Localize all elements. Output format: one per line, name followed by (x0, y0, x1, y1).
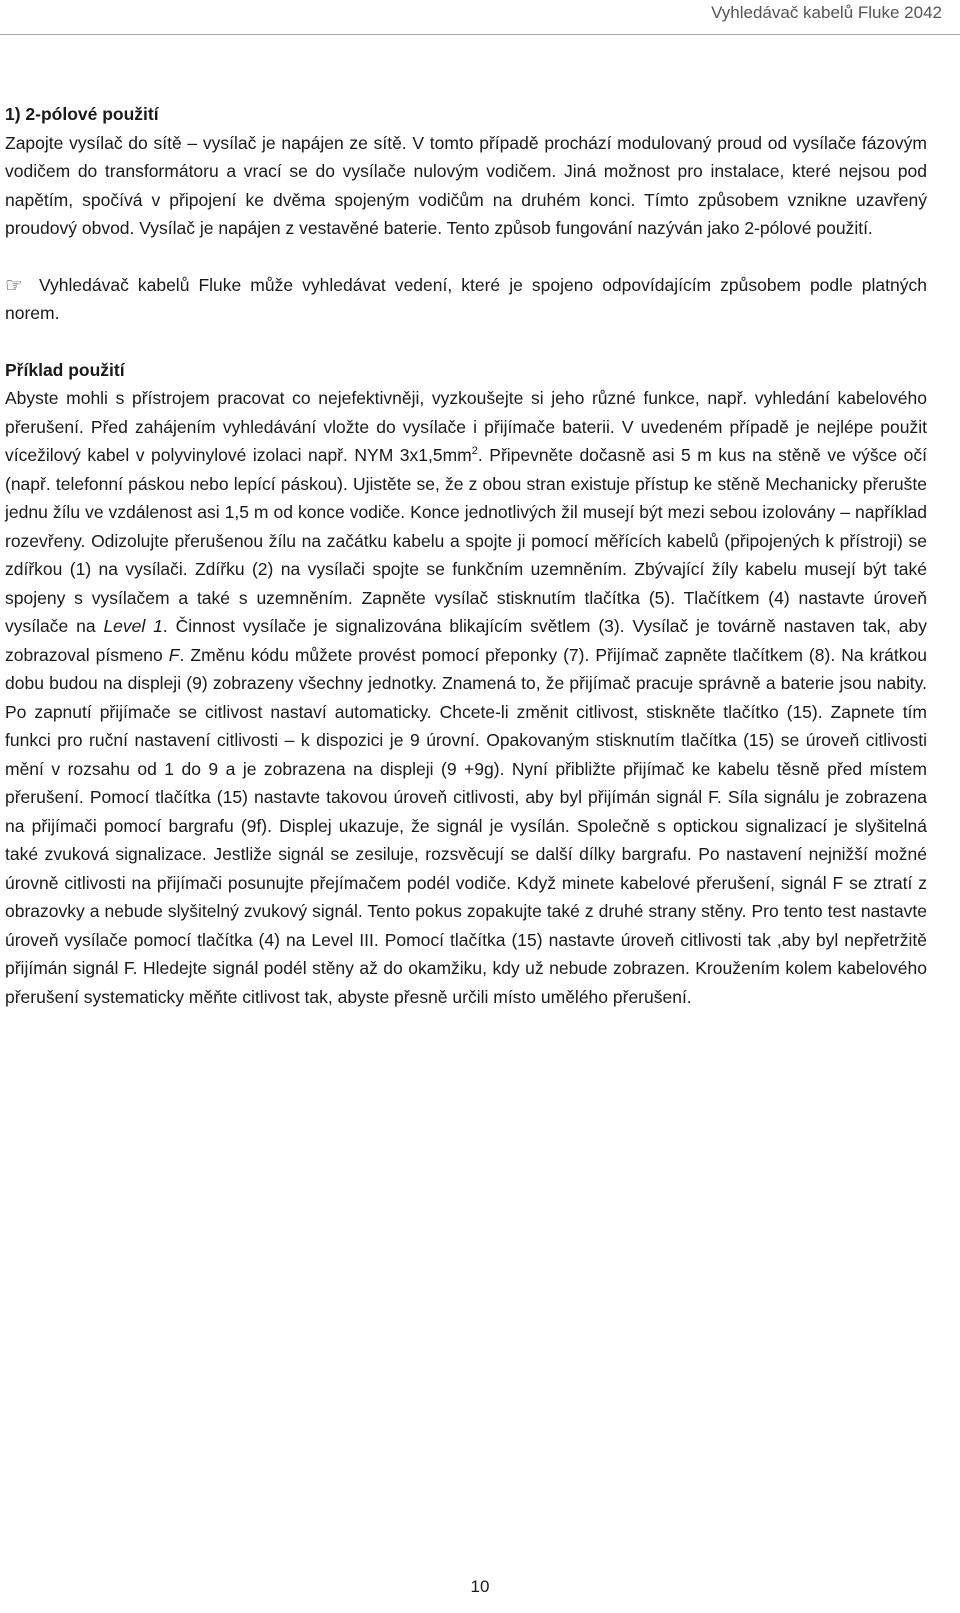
example-text-part1: Abyste mohli s přístrojem pracovat co nejefektivněji, vyzkoušejte si jeho různé funkce, např. vyhledání kabelového přerušení. Před zahájením vyhledávání vložte do vysílače i přijímače baterii. V uvedeném případě je nejlépe použit vícežilový kabel v polyvinylové izolaci např. NYM 3x1,5mm (5, 388, 927, 465)
pointing-hand-icon: ☞ (5, 272, 23, 297)
example-text-part3: . Činnost vysílače je signalizována blikajícím světlem (3). Vysílač je továrně nastaven tak, aby zobrazoval písmeno (5, 616, 928, 665)
spacer (5, 243, 927, 271)
letter-label: F (168, 644, 180, 665)
note-paragraph (5, 271, 927, 328)
example-text-part2: . Připevněte dočasně asi 5 m kus na stěně ve výšce očí (např. telefonní páskou nebo lepící páskou). Ujistěte se, že z obou stran existuje přístup ke stěně Mechanicky přerušte jednu žílu ve vzdálenost asi 1,5 m od konce vodiče. Konce jednotlivých žil musejí být mezi sebou izolovány – například rozevřeny. Odizolujte přerušenou žílu na začátku kabelu a spojte ji pomocí měřících kabelů (připojených k přístroji) se zdířkou (1) na vysílači. Zdířku (2) na vysílači spojte se funkčním uzemněním. Zbývající žíly kabelu musejí být také spojeny s vysílačem a také s uzemněním. Zapněte vysílač stisknutím tlačítka (5). Tlačítkem (4) nastavte úroveň vysílače na (5, 445, 928, 636)
running-header: Vyhledávač kabelů Fluke 2042 (711, 3, 942, 22)
document-body (5, 100, 927, 1011)
superscript-2: 2 (471, 445, 478, 458)
example-text-part4: . Změnu kódu můžete provést pomocí přeponky (7). Přijímač zapněte tlačítkem (8). Na krátkou dobu budou na displeji (9) zobrazeny všechny jednotky. Znamená to, že přijímač pracuje správně a baterie jsou nabity. Po zapnutí přijímače se citlivost nastaví automaticky. Chcete-li změnit citlivost, stiskněte tlačítko (15). Zapnete tím funkci pro ruční nastavení citlivosti – k dispozici je 9 úrovní. Opakovaným stisknutím tlačítka (15) se úroveň citlivosti mění v rozsahu od 1 do 9 a je zobrazena na displeji (9 +9g). Nyní přibližte přijímač ke kabelu těsně před místem přerušení. Pomocí tlačítka (15) nastavte takovou úroveň citlivosti, aby byl přijímán signál F. Síla signálu je zobrazena na přijímači pomocí bargrafu (9f). Displej ukazuje, že signál je vysílán. Společně s optickou signalizací je slyšitelná také zvuková signalizace. Jestliže signál se zesiluje, rozsvěcují se další dílky bargrafu. Po nastavení nejnižší možné úrovně citlivosti na přijímači posunujte přejímačem podél vodiče. Když minete kabelové přerušení, signál F se ztratí z obrazovky a nebude slyšitelný zvukový signál. Tento pokus zopakujte také z druhé strany stěny. Pro tento test nastavte úroveň vysílače pomocí tlačítka (4) na Level III. Pomocí tlačítka (15) nastavte úroveň citlivosti tak ,aby byl nepřetržitě přijímán signál F. Hledejte signál podél stěny až do okamžiku, kdy už nebude zobrazen. Kroužením kolem kabelového přerušení systematicky měňte citlivost tak, abyste přesně určili místo umělého přerušení. (5, 644, 927, 1007)
spacer (5, 328, 927, 356)
section-paragraph-2-pole: Zapojte vysílač do sítě – vysílač je napájen ze sítě. V tomto případě prochází modulovaný proud od vysílače fázovým vodičem do transformátoru a vrací se do vysílače nulovým vodičem. Jiná možnost pro instalace, které nejsou pod napětím, spočívá v připojení ke dvěma spojeným vodičům na druhém konci. Tímto způsobem vznikne uzavřený proudový obvod. Vysílač je napájen z vestavěné baterie. Tento způsob fungování nazýván jako 2-pólové použití. (5, 132, 927, 238)
section-heading-2-pole: 1) 2-pólové použití (5, 104, 159, 124)
header-divider (0, 34, 960, 35)
note-text: Vyhledávač kabelů Fluke může vyhledávat vedení, které je spojeno odpovídajícím způsobem podle platných norem. (5, 274, 927, 323)
level-label: Level 1 (103, 616, 163, 636)
section-heading-example: Příklad použití (5, 359, 125, 380)
section-paragraph-example (5, 384, 927, 1011)
page-number: 10 (470, 1577, 490, 1596)
